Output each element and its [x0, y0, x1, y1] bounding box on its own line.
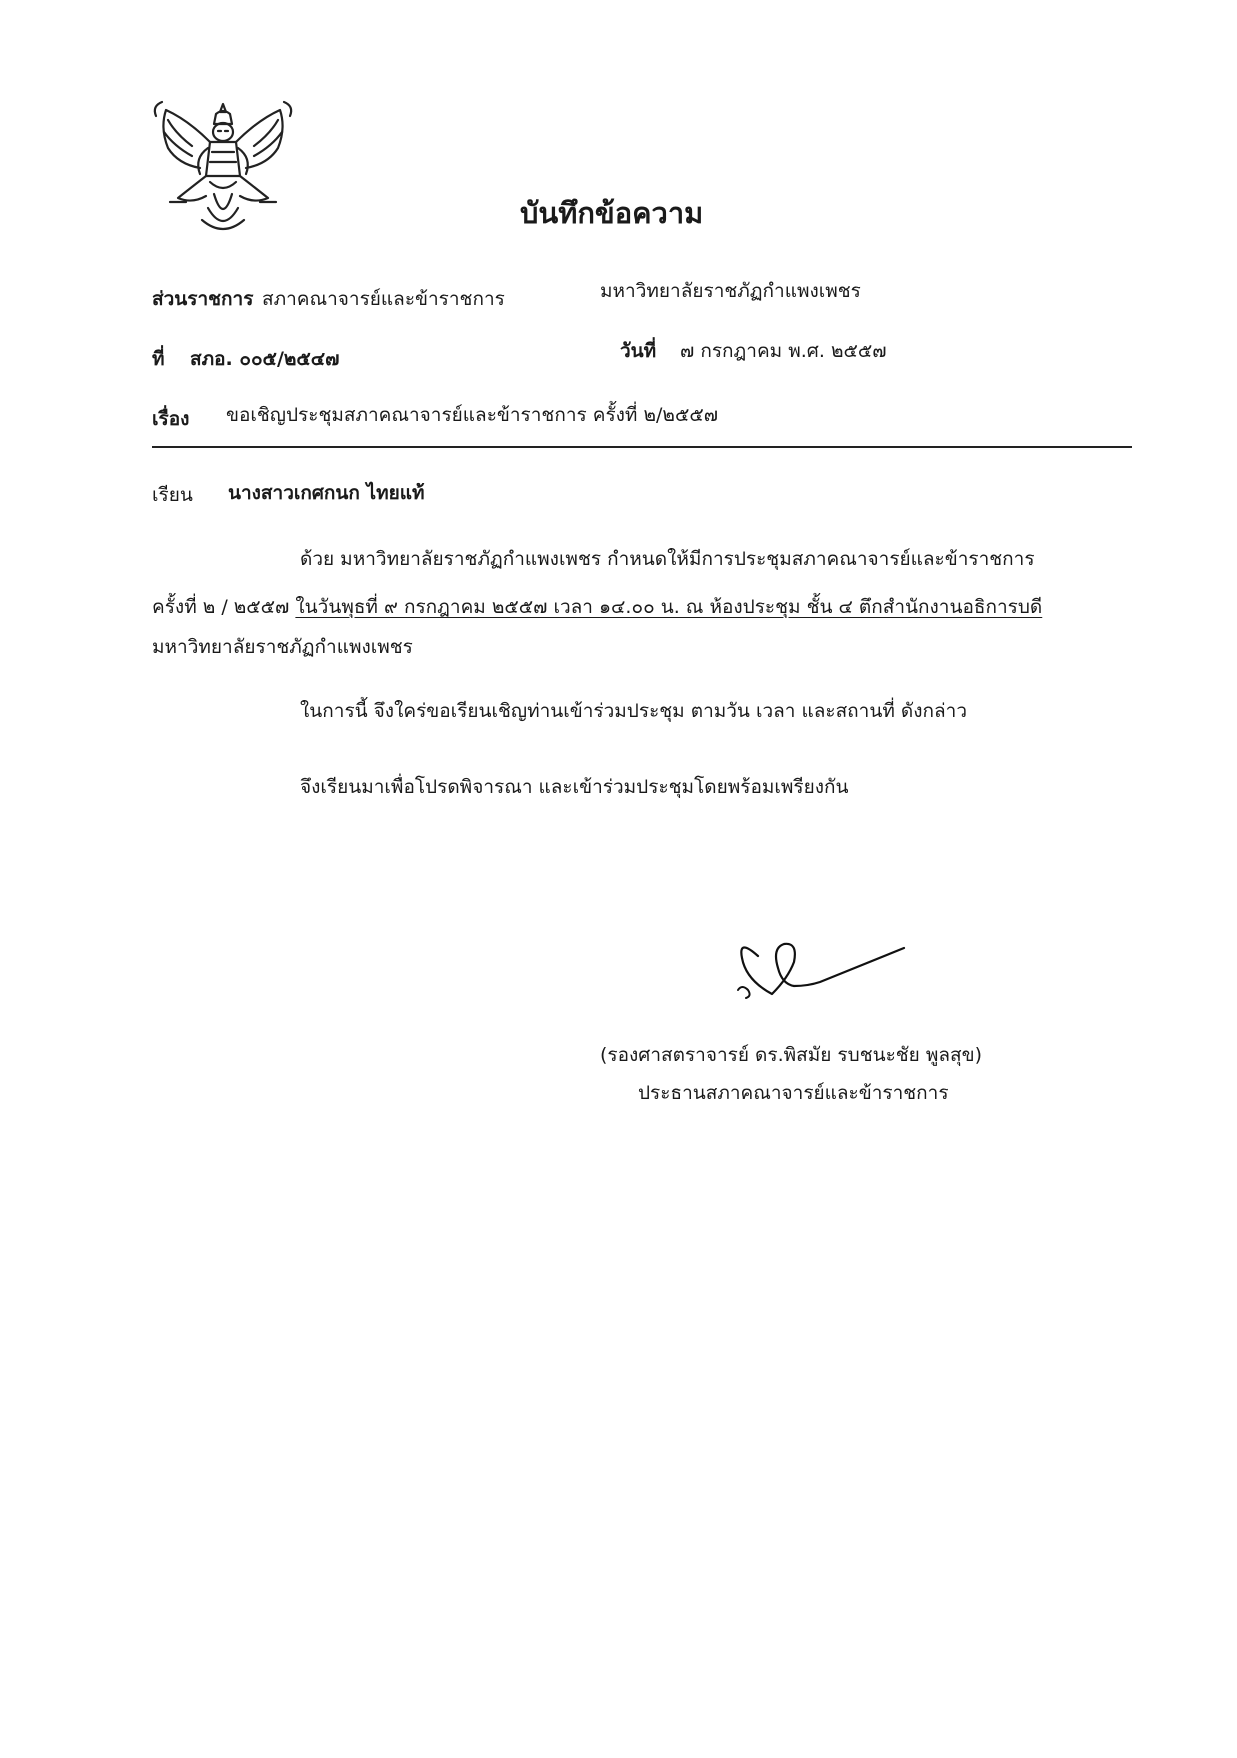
meeting-number: ครั้งที่ ๒ / ๒๕๕๗: [152, 596, 290, 618]
date-value: ๗ กรกฎาคม พ.ศ. ๒๕๕๗: [680, 340, 887, 362]
subject-value: ขอเชิญประชุมสภาคณาจารย์และข้าราชการ ครั้งที่ ๒/๒๕๕๗: [226, 404, 718, 426]
body-paragraph-1-line-3: มหาวิทยาลัยราชภัฏกำแพงเพชร: [152, 636, 413, 658]
agency-label: ส่วนราชการ: [152, 288, 254, 310]
salutation-label: เรียน: [152, 484, 193, 506]
date-label: วันที่: [620, 340, 657, 362]
recipient-name: นางสาวเกศกนก ไทยแท้: [228, 482, 425, 504]
body-paragraph-1-line-1: ด้วย มหาวิทยาลัยราชภัฏกำแพงเพชร กำหนดให้มีการประชุมสภาคณาจารย์และข้าราชการ: [300, 548, 1035, 570]
signatory-name: (รองศาสตราจารย์ ดร.พิสมัย รบชนะชัย พูลสุข): [600, 1044, 983, 1066]
document-title: บันทึกข้อความ: [520, 196, 704, 230]
body-paragraph-1-line-2: [152, 592, 1042, 622]
header-divider: [152, 446, 1132, 448]
ref-value: สภอ. ๐๐๕/๒๕๔๗: [190, 348, 340, 370]
agency-value: สภาคณาจารย์และข้าราชการ: [262, 288, 505, 310]
ref-label: ที่: [152, 348, 165, 370]
signatory-position: ประธานสภาคณาจารย์และข้าราชการ: [638, 1082, 949, 1104]
body-paragraph-2: ในการนี้ จึงใคร่ขอเรียนเชิญท่านเข้าร่วมประชุม ตามวัน เวลา และสถานที่ ดังกล่าว: [300, 700, 967, 722]
agency-org: มหาวิทยาลัยราชภัฏกำแพงเพชร: [600, 280, 861, 302]
meeting-datetime-venue: ในวันพุธที่ ๙ กรกฎาคม ๒๕๕๗ เวลา ๑๔.๐๐ น. ณ ห้องประชุม ชั้น ๔ ตึกสำนักงานอธิการบดี: [295, 596, 1043, 618]
handwritten-signature: [728, 928, 918, 1008]
body-paragraph-3: จึงเรียนมาเพื่อโปรดพิจารณา และเข้าร่วมประชุมโดยพร้อมเพรียงกัน: [300, 776, 849, 798]
garuda-emblem-icon: [148, 98, 298, 238]
subject-label: เรื่อง: [152, 408, 190, 430]
